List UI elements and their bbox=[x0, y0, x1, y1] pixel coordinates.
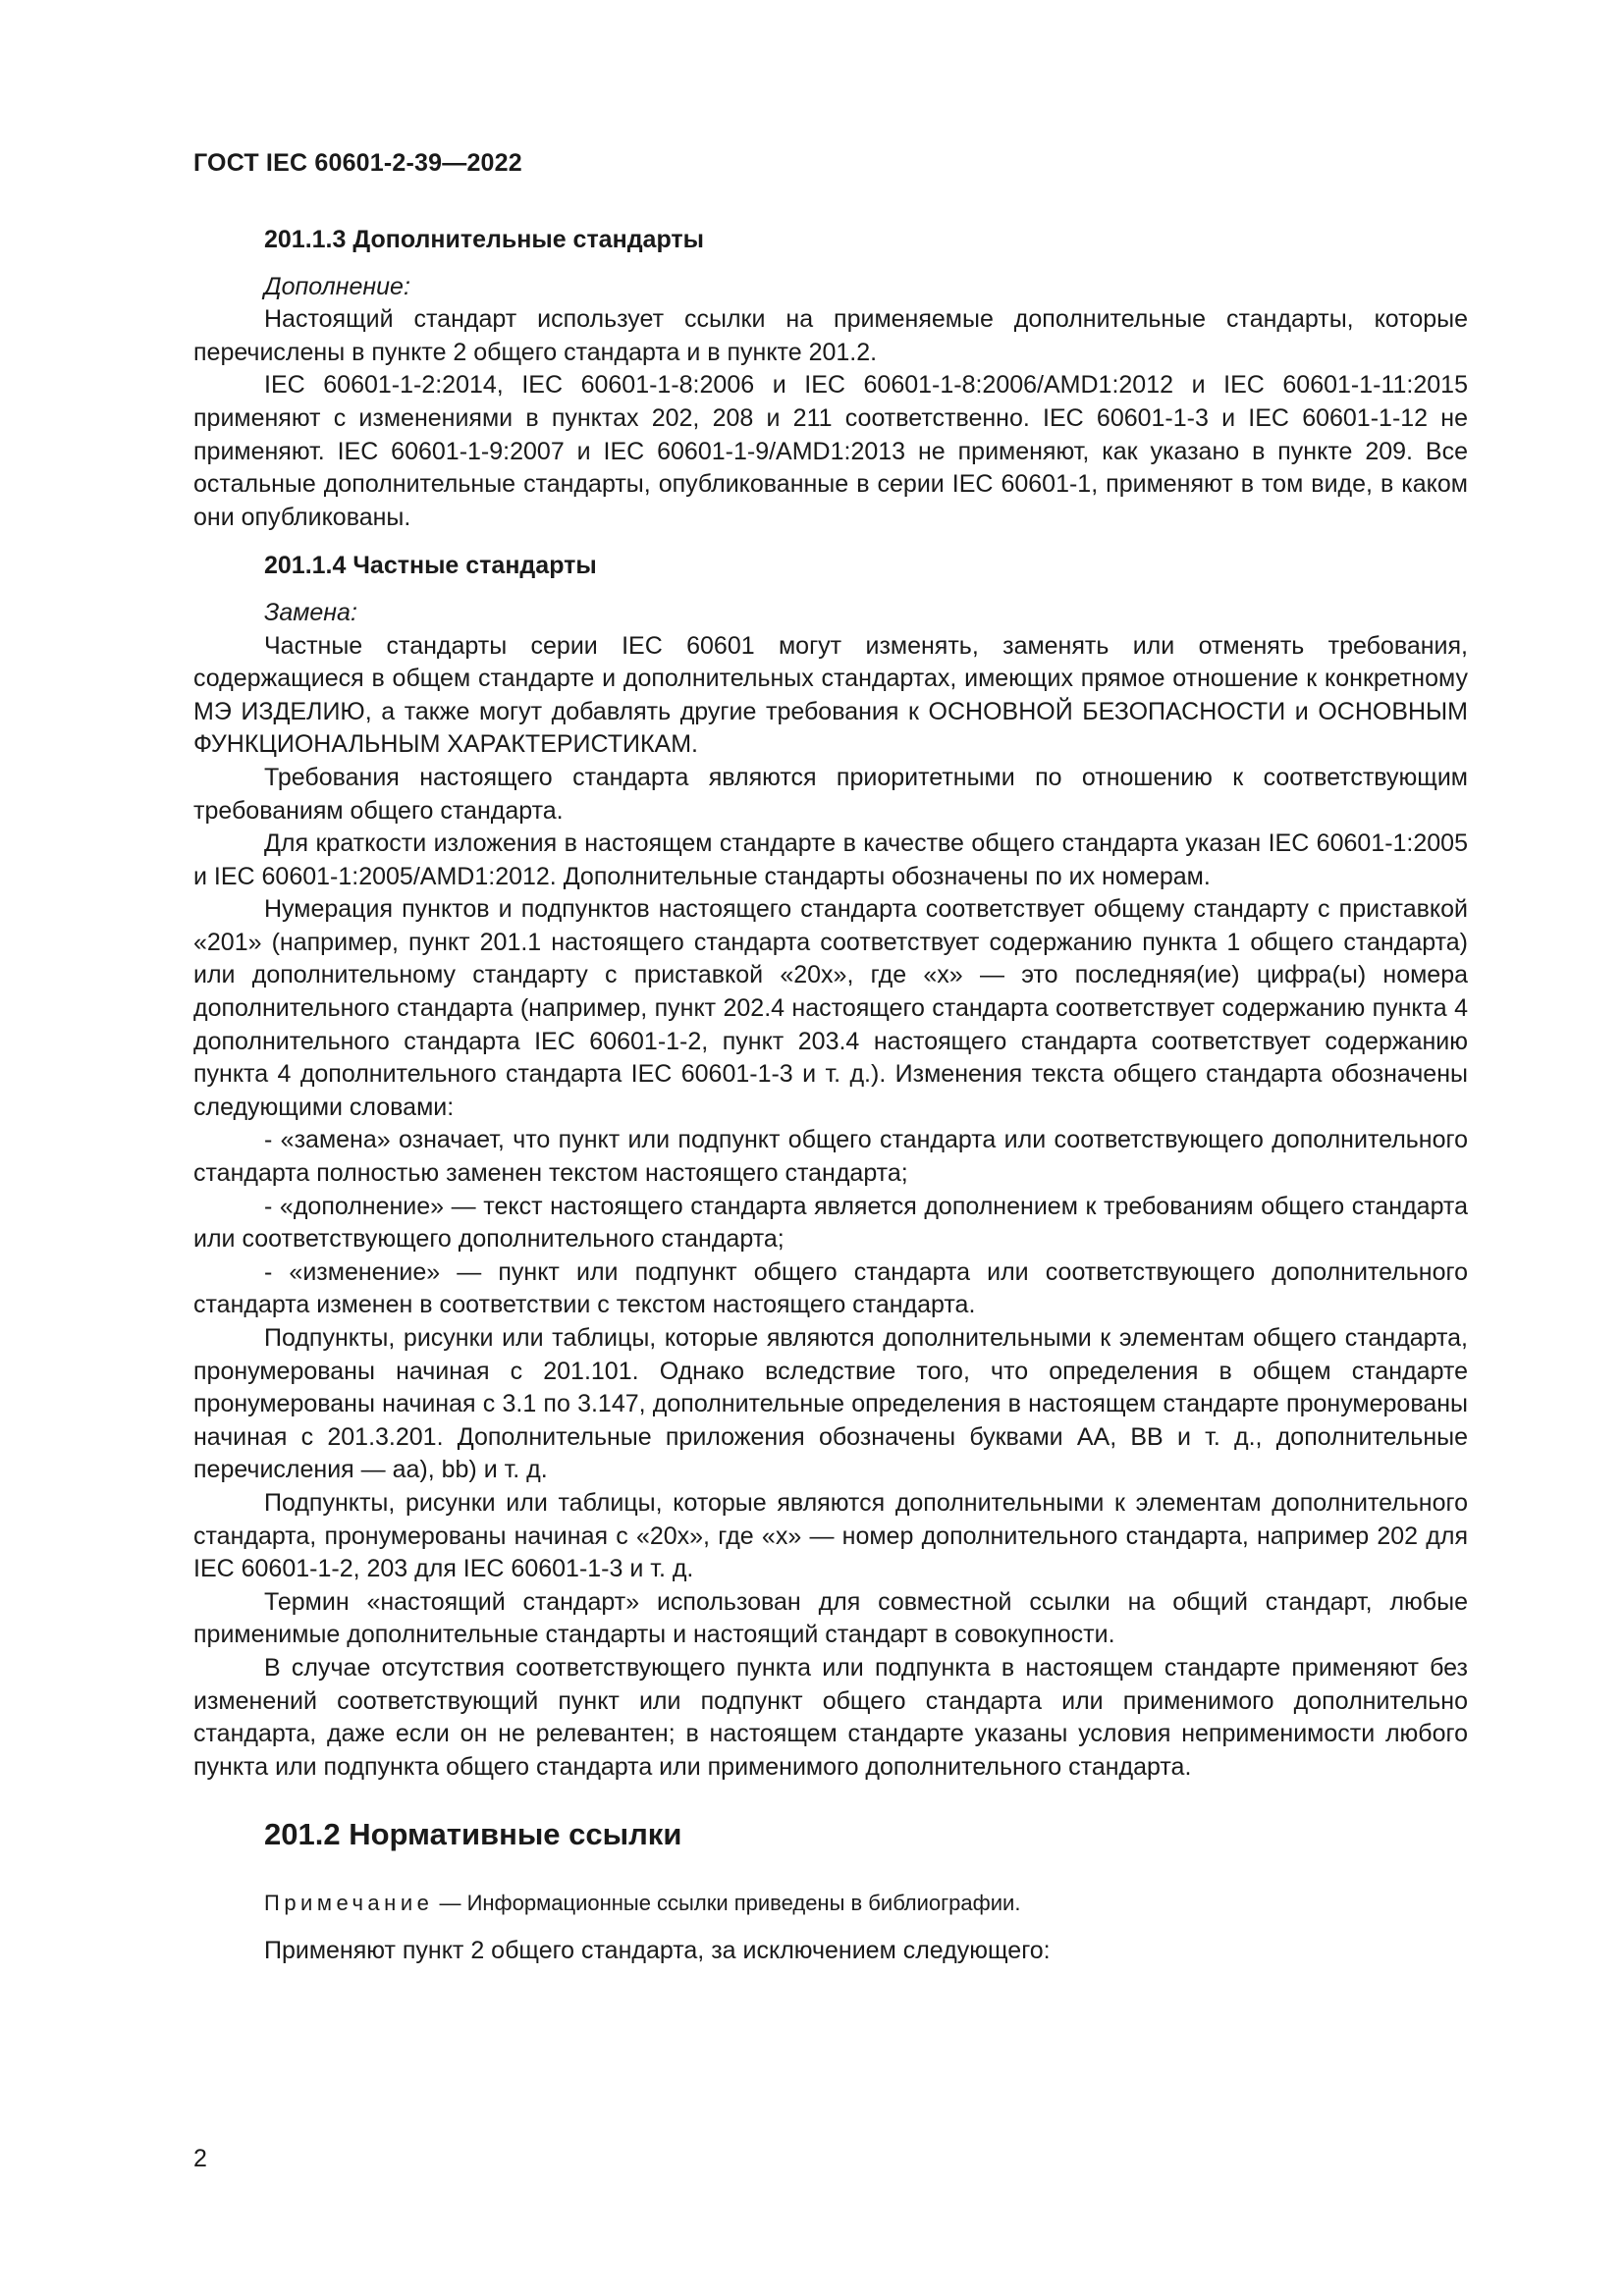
section-label-addition: Дополнение: bbox=[264, 272, 410, 300]
section-title-201-2: 201.2 Нормативные ссылки bbox=[264, 1817, 682, 1852]
section-label-replacement: Замена: bbox=[264, 598, 357, 626]
paragraph: Подпункты, рисунки или таблицы, которые являются дополнительными к элементам дополнительного стандарта, пронумерованы начиная с «20x», где «x» — номер дополнительного стандарта, например 202 для IEC 60601-1-2, 203 для IEC 60601-1-3 и т. д. bbox=[193, 1488, 1468, 1583]
page-number: 2 bbox=[193, 2145, 207, 2172]
paragraph: Требования настоящего стандарта являются приоритетными по отношению к соответствующим требованиям общего стандарта. bbox=[193, 763, 1468, 825]
list-item: - «дополнение» — текст настоящего стандарта является дополнением к требованиям общего стандарта или соответствующего дополнительного стандарта; bbox=[193, 1192, 1468, 1254]
note bbox=[264, 1888, 1468, 1919]
list-item: - «замена» означает, что пункт или подпункт общего стандарта или соответствующего дополнительного стандарта полностью заменен текстом настоящего стандарта; bbox=[193, 1126, 1468, 1188]
paragraph: В случае отсутствия соответствующего пункта или подпункта в настоящем стандарте применяют без изменений соответствующий пункт или подпункт общего стандарта или применимого дополнительно стандарта, даже если он не релевантен; в настоящем стандарте указаны условия неприменимости любого пункта или подпункта общего стандарта или применимого дополнительного стандарта. bbox=[193, 1653, 1468, 1781]
section-title-201-1-4: 201.1.4 Частные стандарты bbox=[264, 552, 597, 580]
document-header: ГОСТ IEC 60601-2-39—2022 bbox=[193, 149, 522, 177]
section-title-201-1-3: 201.1.3 Дополнительные стандарты bbox=[264, 226, 704, 253]
paragraph: Частные стандарты серии IEC 60601 могут изменять, заменять или отменять требования, содержащиеся в общем стандарте и дополнительных стандартах, имеющих прямое отношение к конкретному МЭ ИЗДЕЛИЮ, а также могут добавлять другие требования к ОСНОВНОЙ БЕЗОПАСНОСТИ и ОСНОВНЫМ ФУНКЦИОНАЛЬНЫМ ХАРАКТЕРИСТИКАМ. bbox=[193, 631, 1468, 759]
note-label: Примечание bbox=[264, 1891, 434, 1916]
paragraph: Термин «настоящий стандарт» использован для совместной ссылки на общий стандарт, любые применимые дополнительные стандарты и настоящий стандарт в совокупности. bbox=[193, 1587, 1468, 1649]
paragraph: Подпункты, рисунки или таблицы, которые являются дополнительными к элементам общего стандарта, пронумерованы начиная с 201.101. Однако вследствие того, что определения в общем стандарте пронумерованы начиная с 3.1 по 3.147, дополнительные определения в настоящем стандарте пронумерованы начиная с 201.3.201. Дополнительные приложения обозначены буквами АА, ВВ и т. д., дополнительные перечисления — аа), bb) и т. д. bbox=[193, 1324, 1468, 1484]
list-item: - «изменение» — пункт или подпункт общего стандарта или соответствующего дополнительного стандарта изменен в соответствии с текстом настоящего стандарта. bbox=[193, 1257, 1468, 1319]
paragraph: Для краткости изложения в настоящем стандарте в качестве общего стандарта указан IEC 60601-1:2005 и IEC 60601-1:2005/AMD1:2012. Дополнительные стандарты обозначены по их номерам. bbox=[193, 829, 1468, 890]
paragraph: Нумерация пунктов и подпунктов настоящего стандарта соответствует общему стандарту с приставкой «201» (например, пункт 201.1 настоящего стандарта соответствует содержанию пункта 1 общего стандарта) или дополнительному стандарту с приставкой «20x», где «x» — это последняя(ие) цифра(ы) номера дополнительного стандарта (например, пункт 202.4 настоящего стандарта соответствует содержанию пункта 4 дополнительного стандарта IEC 60601-1-2, пункт 203.4 настоящего стандарта соответствует содержанию пункта 4 дополнительного стандарта IEC 60601-1-3 и т. д.). Изменения текста общего стандарта обозначены следующими словами: bbox=[193, 895, 1468, 1121]
applied-statement: Применяют пункт 2 общего стандарта, за исключением следующего: bbox=[264, 1937, 1051, 1965]
document-body bbox=[193, 224, 1468, 1968]
paragraph: IEC 60601-1-2:2014, IEC 60601-1-8:2006 и IEC 60601-1-8:2006/AMD1:2012 и IEC 60601-1-11:2015 применяют с изменениями в пунктах 202, 208 и 211 соответственно. IEC 60601-1-3 и IEC 60601-1-12 не применяют. IEC 60601-1-9:2007 и IEC 60601-1-9/AMD1:2013 не применяют, как указано в пункте 209. Все остальные дополнительные стандарты, опубликованные в серии IEC 60601-1, применяют в том виде, в каком они опубликованы. bbox=[193, 371, 1468, 531]
note-text: — Информационные ссылки приведены в библиографии. bbox=[433, 1891, 1021, 1916]
paragraph: Настоящий стандарт использует ссылки на применяемые дополнительные стандарты, которые перечислены в пункте 2 общего стандарта и в пункте 201.2. bbox=[193, 305, 1468, 366]
